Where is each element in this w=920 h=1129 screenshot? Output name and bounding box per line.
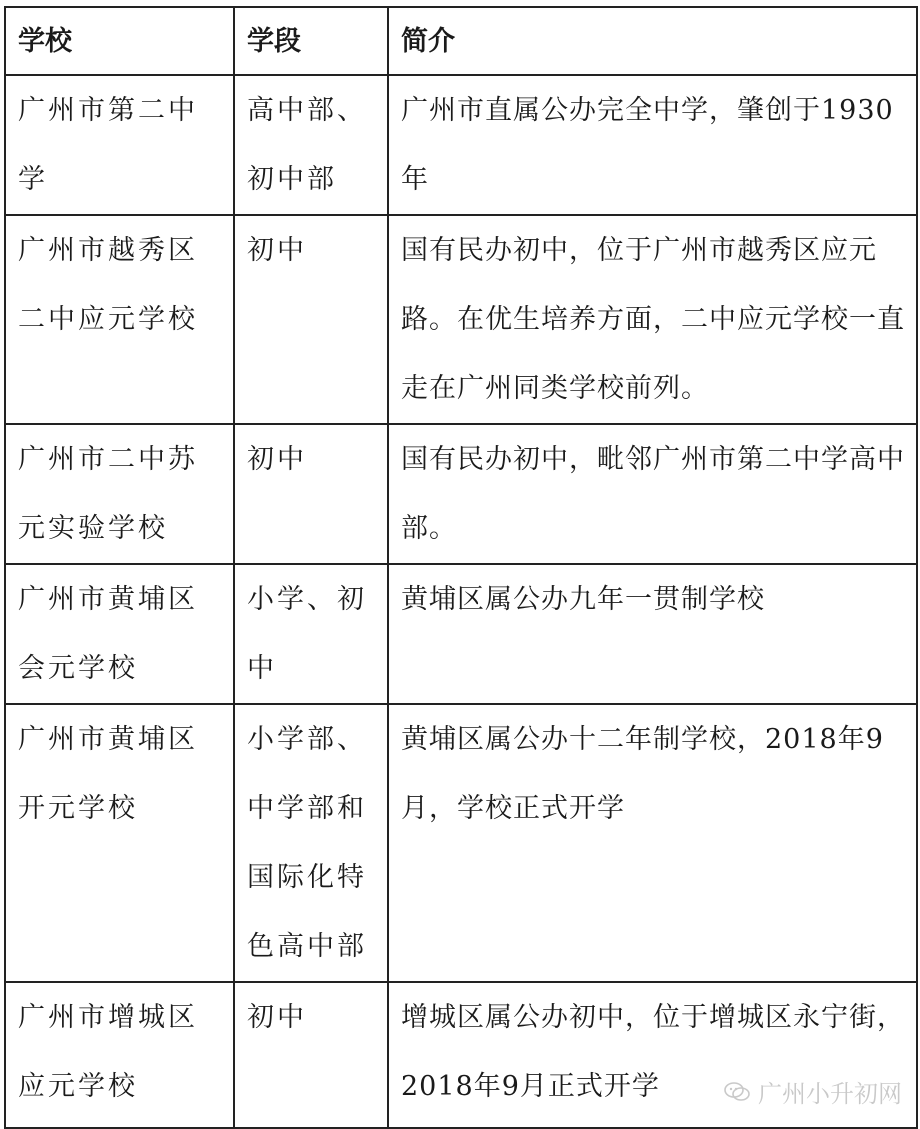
cell-school: [5, 75, 234, 215]
school-stage: 高中部、初中部: [247, 95, 367, 195]
school-stage: 初中: [247, 235, 307, 266]
table-row: [5, 704, 917, 982]
cell-stage: [234, 424, 388, 564]
school-name: 广州市二中苏元实验学校: [18, 444, 198, 544]
watermark: [724, 1074, 902, 1109]
cell-stage: [234, 564, 388, 704]
cell-stage: [234, 75, 388, 215]
cell-stage: [234, 704, 388, 982]
cell-school: [5, 704, 234, 982]
watermark-text: 广州小升初网: [758, 1080, 902, 1108]
cell-school: [5, 215, 234, 424]
cell-stage: [234, 215, 388, 424]
schools-table: [4, 6, 918, 1129]
header-intro: 简介: [388, 7, 917, 75]
school-stage: 初中: [247, 444, 307, 475]
school-stage: 小学部、中学部和国际化特色高中部: [247, 724, 367, 962]
school-intro: 广州市直属公办完全中学，肇创于1930年: [401, 95, 894, 195]
wechat-icon: [724, 1081, 750, 1103]
cell-stage: [234, 982, 388, 1128]
table-row: [5, 75, 917, 215]
school-intro: 黄埔区属公办九年一贯制学校: [401, 584, 765, 615]
cell-intro: [388, 75, 917, 215]
header-stage: 学段: [234, 7, 388, 75]
school-name: 广州市越秀区二中应元学校: [18, 235, 198, 335]
table-row: [5, 564, 917, 704]
school-stage: 初中: [247, 1002, 307, 1033]
table-header-row: [5, 7, 917, 75]
cell-intro: [388, 704, 917, 982]
school-intro: 增城区属公办初中，位于增城区永宁街，2018年9月正式开学: [401, 1002, 905, 1102]
cell-intro: [388, 424, 917, 564]
cell-school: [5, 424, 234, 564]
school-name: 广州市第二中学: [18, 95, 198, 195]
header-school: 学校: [5, 7, 234, 75]
school-intro: 黄埔区属公办十二年制学校，2018年9月，学校正式开学: [401, 724, 884, 824]
table-row: [5, 215, 917, 424]
cell-intro: [388, 215, 917, 424]
school-name: 广州市黄埔区开元学校: [18, 724, 198, 824]
school-intro: 国有民办初中，位于广州市越秀区应元路。在优生培养方面，二中应元学校一直走在广州同类学校前列。: [401, 235, 905, 404]
school-name: 广州市增城区应元学校: [18, 1002, 198, 1102]
cell-school: [5, 564, 234, 704]
school-stage: 小学、初中: [247, 584, 367, 684]
cell-school: [5, 982, 234, 1128]
school-name: 广州市黄埔区会元学校: [18, 584, 198, 684]
school-intro: 国有民办初中，毗邻广州市第二中学高中部。: [401, 444, 905, 544]
table-row: [5, 424, 917, 564]
cell-intro: [388, 564, 917, 704]
